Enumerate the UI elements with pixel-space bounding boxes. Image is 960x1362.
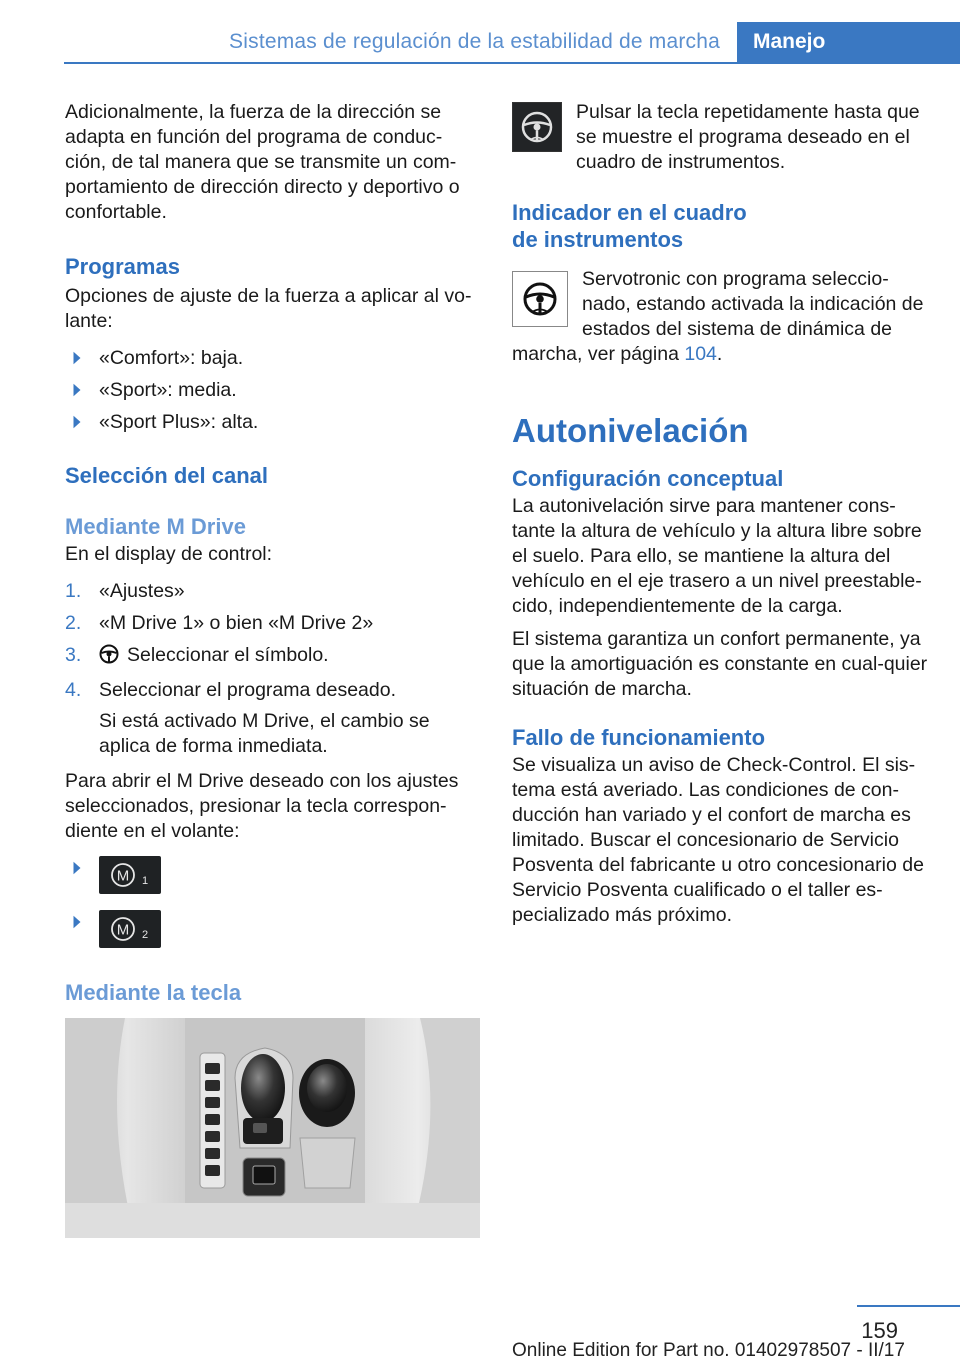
page-reference-link[interactable]: 104 [684,343,717,365]
tecla-heading: Mediante la tecla [65,980,242,1005]
page-number: 159 [861,1318,898,1343]
left-column [65,100,479,1006]
programas-text: Opciones de ajuste de la fuerza a aplicar al vo-lante: [65,285,472,332]
footer-rule [857,1305,960,1307]
m1-button-icon [99,856,161,894]
press-text: Pulsar la tecla repetidamente hasta que se muestre el programa deseado en el cuadro de instrumentos. [576,101,920,173]
list-item: 2. «M Drive 1» o bien «M Drive 2» [65,612,374,634]
fallo-heading: Fallo de funcionamiento [512,725,766,750]
svg-text:M: M [116,867,130,885]
autonivelacion-heading: Autonivelación [512,412,749,449]
steering-button-icon [512,102,562,152]
servotronic-indicator-icon [512,271,568,327]
list-item: «Comfort»: baja. [65,346,479,371]
intro-paragraph: Adicionalmente, la fuerza de la dirección se adapta en función del programa de conduc-ción, de tal manera que se transmite un com-portamiento de dirección directo y deportivo o confortable. [65,101,460,223]
programas-heading: Programas [65,254,180,279]
center-console-photo [65,1018,480,1238]
programas-list [65,346,479,435]
config-heading: Configuración conceptual [512,466,784,491]
mdrive-text: En el display de control: [65,543,273,565]
list-item: «Sport»: media. [65,378,479,403]
list-item: 4. Seleccionar el programa deseado. [65,679,397,701]
config-text-1: La autonivelación sirve para mantener cons-tante la altura de vehículo y la altura libre sobre el suelo. Para ello, se mantiene la altura del vehículo en el eje trasero a un nivel preestable-cido, independientemente de la carga. [512,495,922,617]
header-tab: Manejo [737,22,960,62]
edition-footer: Online Edition for Part no. 01402978507 - II/17 [512,1340,905,1361]
list-item: 1. «Ajustes» [65,580,185,602]
step4-note: Si está activado M Drive, el cambio se aplica de forma inmediata. [99,710,430,757]
indicador-heading: Indicador en el cuadro de instrumentos [512,200,747,252]
list-item: 3. Seleccionar el símbolo. [65,643,479,671]
mdrive-buttons-list [65,856,479,948]
fallo-text: Se visualiza un aviso de Check-Control. El sis-tema está averiado. Las condiciones de con-ducción han variado y el confort de marcha es limitado. Buscar el concesionario de Servicio Posventa del fabricante u otro concesionario de Servicio Posventa cualificado o el taller es-pecializado más próximo. [512,754,924,926]
right-column [512,100,928,928]
m2-button-icon [99,910,161,948]
config-text-2: El sistema garantiza un confort permanente, ya que la amortiguación es constante en cual-quier situación de marcha. [512,628,928,700]
svg-text:1: 1 [142,875,149,887]
steering-symbol-icon [99,644,119,671]
steps-list [65,579,479,703]
list-item [65,910,479,948]
svg-text:M: M [116,921,130,939]
indicador-text: Servotronic con programa seleccio-nado, estando activada la indicación de estados del sistema de dinámica de marcha, ver página 104. [512,268,924,365]
mdrive-heading: Mediante M Drive [65,514,246,539]
mdrive-open-text: Para abrir el M Drive deseado con los ajustes seleccionados, presionar la tecla correspon-diente en el volante: [65,770,459,842]
header-rule [64,62,960,64]
svg-text:2: 2 [142,929,149,941]
header-section-title: Sistemas de regulación de la estabilidad de marcha [229,30,720,53]
seleccion-heading: Selección del canal [65,463,268,488]
list-item: «Sport Plus»: alta. [65,410,479,435]
list-item [65,856,479,894]
